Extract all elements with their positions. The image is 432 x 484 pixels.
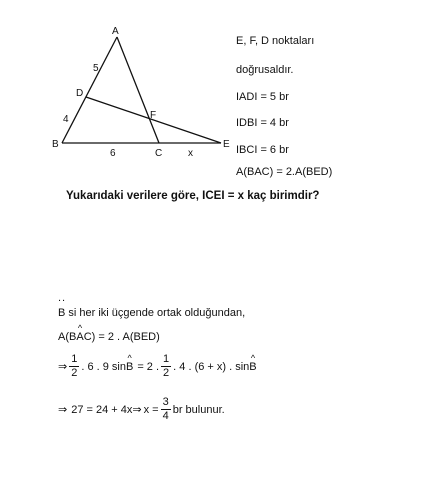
implies-arrow-1: ⇒ bbox=[58, 361, 68, 373]
implies-arrow-2: ⇒ bbox=[58, 404, 68, 416]
solution-line-1: B si her iki üçgende ortak olduğundan, bbox=[58, 307, 246, 319]
label-D: D bbox=[76, 88, 84, 99]
solution-dots: .. bbox=[58, 292, 67, 304]
implies-arrow-3: ⇒ bbox=[132, 404, 142, 416]
line2-post: C) = 2 . A(BED) bbox=[83, 331, 160, 343]
angle-B-hat-1: ^ B bbox=[126, 361, 133, 373]
segment-AC bbox=[117, 37, 159, 143]
label-A: A bbox=[112, 26, 119, 37]
line2-pre: A(B bbox=[58, 331, 77, 343]
label-F: F bbox=[150, 110, 157, 121]
triangle-figure bbox=[0, 0, 432, 190]
angle-B-hat-2: ^ B bbox=[249, 361, 256, 373]
question-text: Yukarıdaki verilere göre, ICEI = x kaç birimdir? bbox=[66, 190, 320, 202]
line4-post: br bulunur. bbox=[172, 403, 225, 416]
fraction-half-2: $\frac{1}{2}$ bbox=[163, 353, 170, 379]
angle-A-hat: ^ A bbox=[76, 331, 83, 343]
fraction-three-quarters: $\frac{3}{4}$ bbox=[162, 396, 169, 422]
length-AD: 5 bbox=[93, 63, 99, 74]
given-line-6: A(BAC) = 2.A(BED) bbox=[236, 166, 333, 178]
length-BC: 6 bbox=[110, 148, 116, 159]
given-line-2: doğrusaldır. bbox=[236, 64, 294, 76]
line3-mid2: = 2 . bbox=[137, 360, 160, 373]
solution-line-3 bbox=[58, 353, 257, 380]
line3-mid3: . 4 . (6 + x) . sin bbox=[173, 360, 250, 373]
solution-line-4 bbox=[58, 396, 225, 423]
line4-mid: x = bbox=[143, 403, 159, 416]
line4-pre: 27 = 24 + 4x bbox=[71, 403, 133, 416]
label-B: B bbox=[52, 139, 59, 150]
fraction-half-1: $\frac{1}{2}$ bbox=[71, 353, 78, 379]
label-C: C bbox=[155, 148, 163, 159]
segment-AB bbox=[62, 37, 117, 143]
given-line-1: E, F, D noktaları bbox=[236, 35, 315, 47]
given-line-3: IADI = 5 br bbox=[236, 91, 289, 103]
given-line-4: IDBI = 4 br bbox=[236, 117, 289, 129]
length-CE: x bbox=[188, 148, 193, 159]
length-DB: 4 bbox=[63, 114, 69, 125]
line3-mid1: . 6 . 9 sin bbox=[81, 360, 126, 373]
label-E: E bbox=[223, 139, 230, 150]
given-line-5: IBCI = 6 br bbox=[236, 144, 289, 156]
solution-line-2 bbox=[58, 331, 160, 343]
